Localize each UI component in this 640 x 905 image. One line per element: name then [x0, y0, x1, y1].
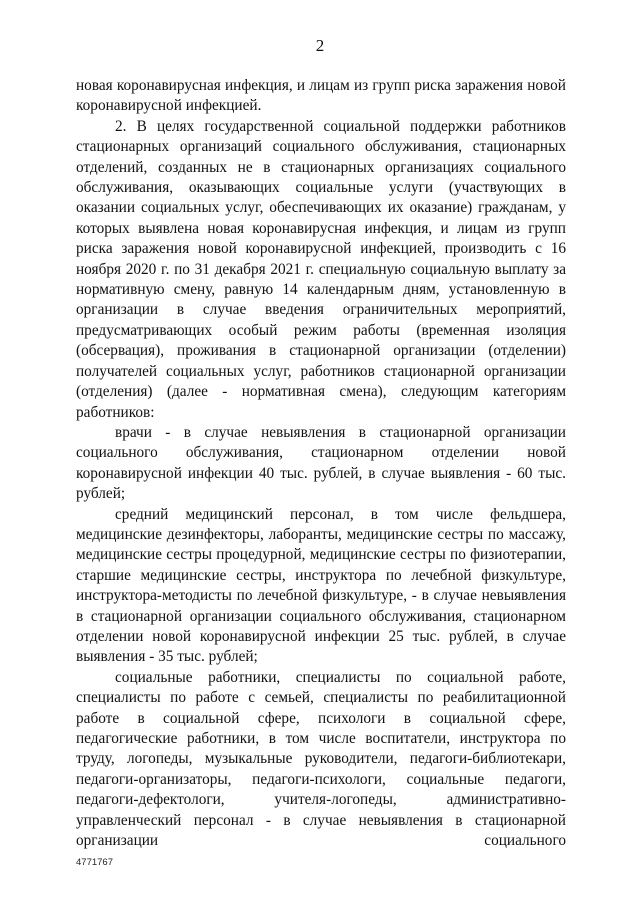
paragraph-mid-medical: средний медицинский персонал, в том числе фельдшера, медицинские дезинфекторы, лаборанты, медицинские сестры по массажу, медицинские сестры процедурной, медицинские сестры по физиотерапии, старшие медицинские сестры, инструктора по лечебной физкультуре, инструктора-методисты по лечебной физкультуре, - в случае невыявления в стационарной организации социального обслуживания, стационарном отделении новой коронавирусной инфекции 25 тыс. рублей, в случае выявления - 35 тыс. рублей;	[76, 505, 566, 666]
paragraph-doctors: врачи - в случае невыявления в стационарной организации социального обслуживания, стационарном отделении новой коронавирусной инфекции 40 тыс. рублей, в случае выявления - 60 тыс. рублей;	[76, 423, 566, 503]
page-number: 2	[315, 36, 325, 55]
paragraph-social-workers: социальные работники, специалисты по социальной работе, специалисты по работе с семьей, специалисты по реабилитационной работе в социальной сфере, психологи в социальной сфере, педагогические работники, в том числе воспитатели, инструктора по труду, логопеды, музыкальные руководители, педагоги-библиотекари, педагоги-организаторы, педагоги-психологи, социальные педагоги, педагоги-дефектологи, учителя-логопеды, административно-управленческий персонал - в случае невыявления в стационарной организации социального	[76, 668, 566, 850]
document-body	[76, 76, 566, 851]
paragraph-item-2: 2. В целях государственной социальной поддержки работников стационарных организаций социального обслуживания, стационарных отделений, созданных не в стационарных организациях социального обслуживания, оказывающих социальные услуги (участвующих в оказании социальных услуг, обеспечивающих их оказание) гражданам, у которых выявлена новая коронавирусная инфекция, и лицам из групп риска заражения новой коронавирусной инфекцией, производить с 16 ноября 2020 г. по 31 декабря 2021 г. специальную социальную выплату за нормативную смену, равную 14 календарным дням, установленную в организации в случае введения ограничительных мероприятий, предусматривающих особый режим работы (временная изоляция (обсервация), проживания в стационарной организации (отделении) получателей социальных услуг, работников стационарной организации (отделения) (далее - нормативная смена), следующим категориям работников:	[76, 117, 566, 421]
paragraph-intro-end: новая коронавирусная инфекция, и лицам из групп риска заражения новой коронавирусной инфекцией.	[76, 77, 566, 115]
document-code: 4771767	[76, 857, 113, 868]
